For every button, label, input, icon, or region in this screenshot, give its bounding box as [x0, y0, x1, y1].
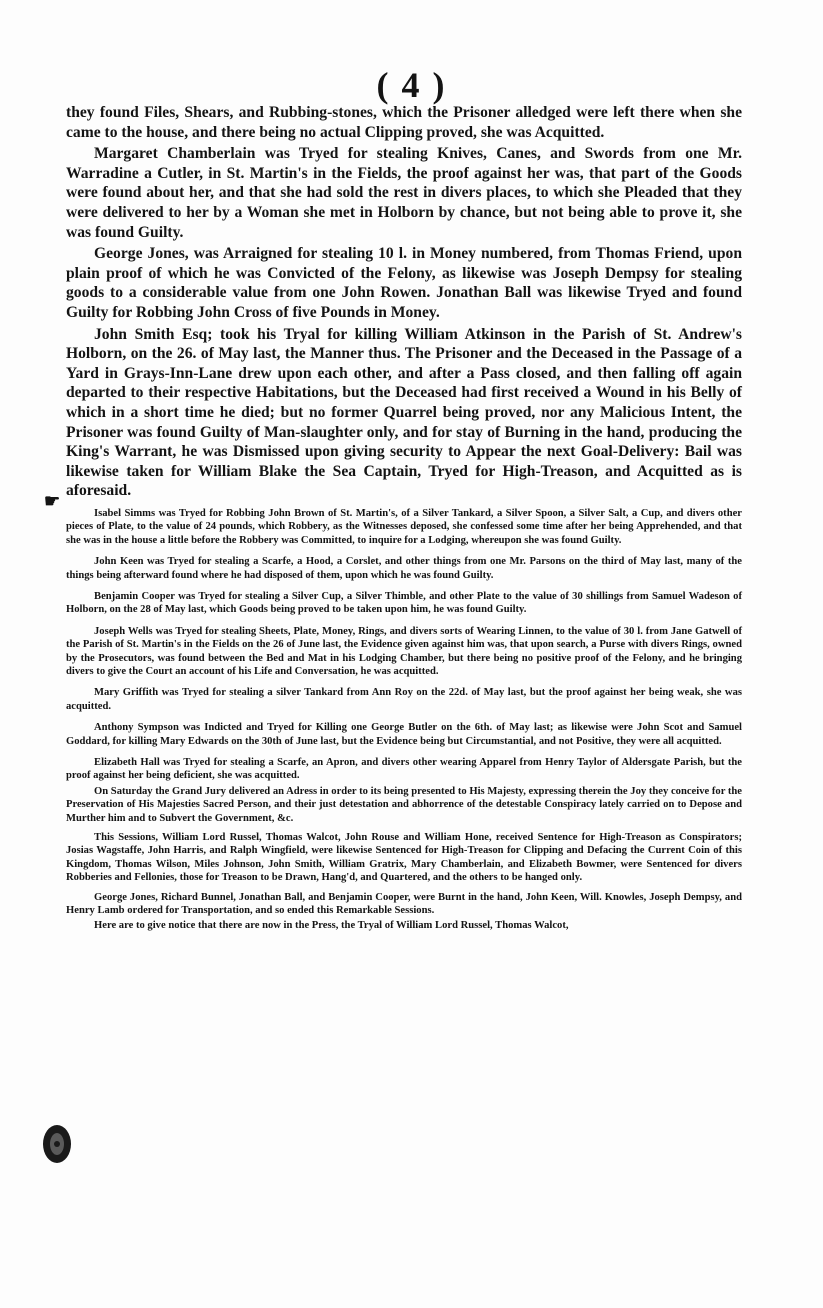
paragraph: Here are to give notice that there are now in the Press, the Tryal of William Lord Russel, Thomas Walcot, [94, 920, 569, 932]
paragraph: Isabel Simms was Tryed for Robbing John Brown of St. Martin's, of a Silver Tankard, a Silver Spoon, a Silver Salt, a Cup, and divers other pieces of Plate, to the value of 24 pounds, which Robbery, as the Witnesses deposed, she confessed some time after her being Apprehended, and that she was in the house a little before the Robbery was Committed, to inquire for a Lodging, whereupon she was found Guilty. [66, 507, 742, 546]
paragraph: Elizabeth Hall was Tryed for stealing a Scarfe, an Apron, and divers other wearing Apparel from Henry Taylor of Aldersgate Parish, but the proof against her being deficient, she was acquitted. [66, 756, 742, 782]
paragraph: they found Files, Shears, and Rubbing-stones, which the Prisoner alledged were left there when she came to the house, and there being no actual Clipping proved, she was Acquitted. [66, 104, 742, 141]
paragraph: Anthony Sympson was Indicted and Tryed for Killing one George Butler on the 6th. of May last; as likewise were John Scot and Samuel Goddard, for killing Mary Edwards on the 30th of June last, but the Evidence being but Circumstantial, and not Positive, they were all acquitted. [66, 722, 742, 747]
paragraph: Joseph Wells was Tryed for stealing Sheets, Plate, Money, Rings, and divers sorts of Wearing Linnen, to the value of 30 l. from Jane Gatwell of the Parish of St. Martin's in the Fields on the 26 of June last, the Evidence given against him was, that upon search, a Purse with divers Rings, owned by the Prosecutors, was found between the Bed and Mat in his Lodging Chamber, but there being no positive proof of the Felony, and he bringing divers to give the Court an account of his Life and Conversation, he was acquitted. [66, 625, 742, 677]
paragraph: Mary Griffith was Tryed for stealing a silver Tankard from Ann Roy on the 22d. of May last, but the proof against her being weak, she was acquitted. [66, 687, 742, 712]
paragraph: John Keen was Tryed for stealing a Scarfe, a Hood, a Corslet, and other things from one Mr. Parsons on the third of May last, many of the things being afterward found where he had disposed of them, upon which he was found Guilty. [66, 556, 742, 581]
paragraph: This Sessions, William Lord Russel, Thomas Walcot, John Rouse and William Hone, received Sentence for High-Treason as Conspirators; Josias Wagstaffe, John Harris, and Ralph Wingfield, were likewise Sentenced for High-Treason for Clipping and Defacing the Current Coin of this Kingdom, Thomas Wilson, Miles Johnson, John Smith, William Gratrix, Mary Chamberlain, and Elizabeth Bowmer, were Sentenced for divers Robberies and Fellonies, those for Treason to be Drawn, Hang'd, and Quartered, and the others to be hanged only. [66, 832, 742, 884]
paragraph: John Smith Esq; took his Tryal for killing William Atkinson in the Parish of St. Andrew's Holborn, on the 26. of May last, the Manner thus. The Prisoner and the Deceased in the Passage of a Yard in Grays-Inn-Lane drew upon each other, and after a Pass closed, and then falling off again departed to their respective Habitations, but the Deceased had first received a Wound in his Belly of which in a short time he died; but no former Quarrel being proved, nor any Malicious Intent, the Prisoner was found Guilty of Man-slaughter only, and for stay of Burning in the hand, producing the King's Warrant, he was Dismissed upon giving security to Appear the next Goal-Delivery: Bail was likewise taken for William Blake the Sea Captain, Tryed for High-Treason, and Acquitted as is aforesaid. [66, 325, 742, 500]
paragraph: Margaret Chamberlain was Tryed for stealing Knives, Canes, and Swords from one Mr. Warradine a Cutler, in St. Martin's in the Fields, the proof against her was, that part of the Goods were found about her, and that she had sold the rest in divers places, to which she Pleaded that they were delivered to her by a Woman she met in Holborn by chance, but not being able to prove it, she was found Guilty. [66, 145, 742, 241]
ornament-icon [40, 1122, 74, 1166]
paragraph: On Saturday the Grand Jury delivered an Adress in order to its being presented to His Majesty, expressing therein the Joy they conceive for the Preservation of His Majesties Sacred Person, and their just detestation and abhorrence of the detestable Conspiracy lately carried on to Depose and Murther him and to Subvert the Government, &c. [66, 785, 742, 824]
paragraph: Benjamin Cooper was Tryed for stealing a Silver Cup, a Silver Thimble, and other Plate to the value of 30 shillings from Samuel Wadeson of Holborn, on the 28 of May last, which Goods being proved to be taken upon him, he was found Guilty. [66, 590, 742, 616]
page-number: ( 4 ) [376, 65, 447, 105]
paragraph: George Jones, was Arraigned for stealing 10 l. in Money numbered, from Thomas Friend, upon plain proof of which he was Convicted of the Felony, as likewise was Joseph Dempsy for stealing goods to a considerable value from one John Rowen. Jonathan Ball was likewise Tryed and found Guilty for Robbing John Cross of five Pounds in Money. [66, 245, 742, 321]
paragraph: George Jones, Richard Bunnel, Jonathan Ball, and Benjamin Cooper, were Burnt in the hand, John Keen, Will. Knowles, Joseph Dempsy, and Henry Lamb ordered for Transportation, and so ended this Remarkable Sessions. [66, 891, 742, 917]
pointing-hand-icon: ☛ [44, 491, 61, 512]
body-text [66, 103, 742, 933]
